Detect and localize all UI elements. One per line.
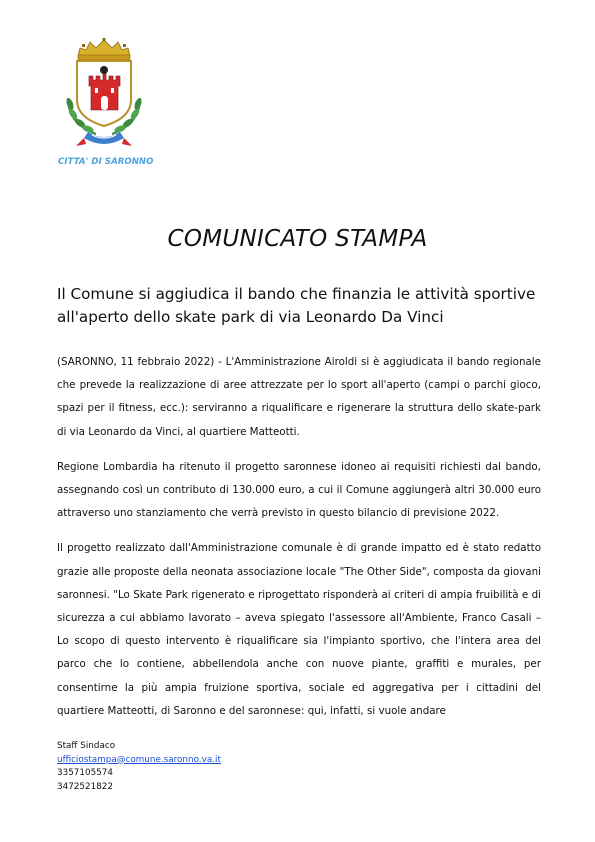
contact-footer bbox=[57, 740, 221, 794]
city-name: CITTA' DI SARONNO bbox=[58, 157, 154, 167]
coat-of-arms-logo bbox=[58, 38, 150, 154]
body-paragraph: Il progetto realizzato dall'Amministrazione comunale è di grande impatto ed è stato redatto grazie alle proposte della neonata associazione locale "The Other Side", composta da giovani saronnesi. "Lo Skate Park rigenerato e riprogettato risponderà ai criteri di ampia fruibilità e di sicurezza a cui abbiamo lavorato – aveva spiegato l'assessore all'Ambiente, Franco Casali – Lo scopo di questo intervento è riqualificare sia l'impianto sportivo, che l'intera area del parco che lo contiene, abbellendola anche con nuove piante, graffiti e murales, per consentirne la più ampia fruizione sportiva, sociale ed aggregativa per i cittadini del quartiere Matteotti, di Saronno e del saronnese: qui, infatti, si vuole andare bbox=[57, 542, 541, 717]
email-link[interactable]: ufficiostampa@comune.saronno.va.it bbox=[57, 754, 221, 765]
press-release-headline: Il Comune si aggiudica il bando che finanzia le attività sportive all'aperto dello skate park di via Leonardo Da Vinci bbox=[57, 285, 536, 326]
phone-number: 3472521822 bbox=[57, 781, 113, 792]
crown-icon bbox=[78, 38, 130, 60]
phone-number: 3357105574 bbox=[57, 768, 113, 779]
shield-icon bbox=[77, 61, 131, 126]
office-name: Staff Sindaco bbox=[57, 741, 116, 751]
ribbon-icon bbox=[76, 132, 132, 146]
press-release-body bbox=[57, 351, 541, 723]
document-type-title: COMUNICATO STAMPA bbox=[167, 226, 428, 252]
body-paragraph: (SARONNO, 11 febbraio 2022) - L'Amministrazione Airoldi si è aggiudicata il bando regionale che prevede la realizzazione di aree attrezzate per lo sport all'aperto (campi o parchi gioco, spazi per il fitness, ecc.): serviranno a riqualificare e rigenerare la struttura dello skate-park di via Leonardo da Vinci, al quartiere Matteotti. bbox=[57, 356, 541, 438]
body-paragraph: Regione Lombardia ha ritenuto il progetto saronnese idoneo ai requisiti richiesti dal bando, assegnando così un contributo di 130.000 euro, a cui il Comune aggiungerà altri 30.000 euro attraverso uno stanziamento che verrà previsto in questo bilancio di previsione 2022. bbox=[57, 460, 541, 520]
